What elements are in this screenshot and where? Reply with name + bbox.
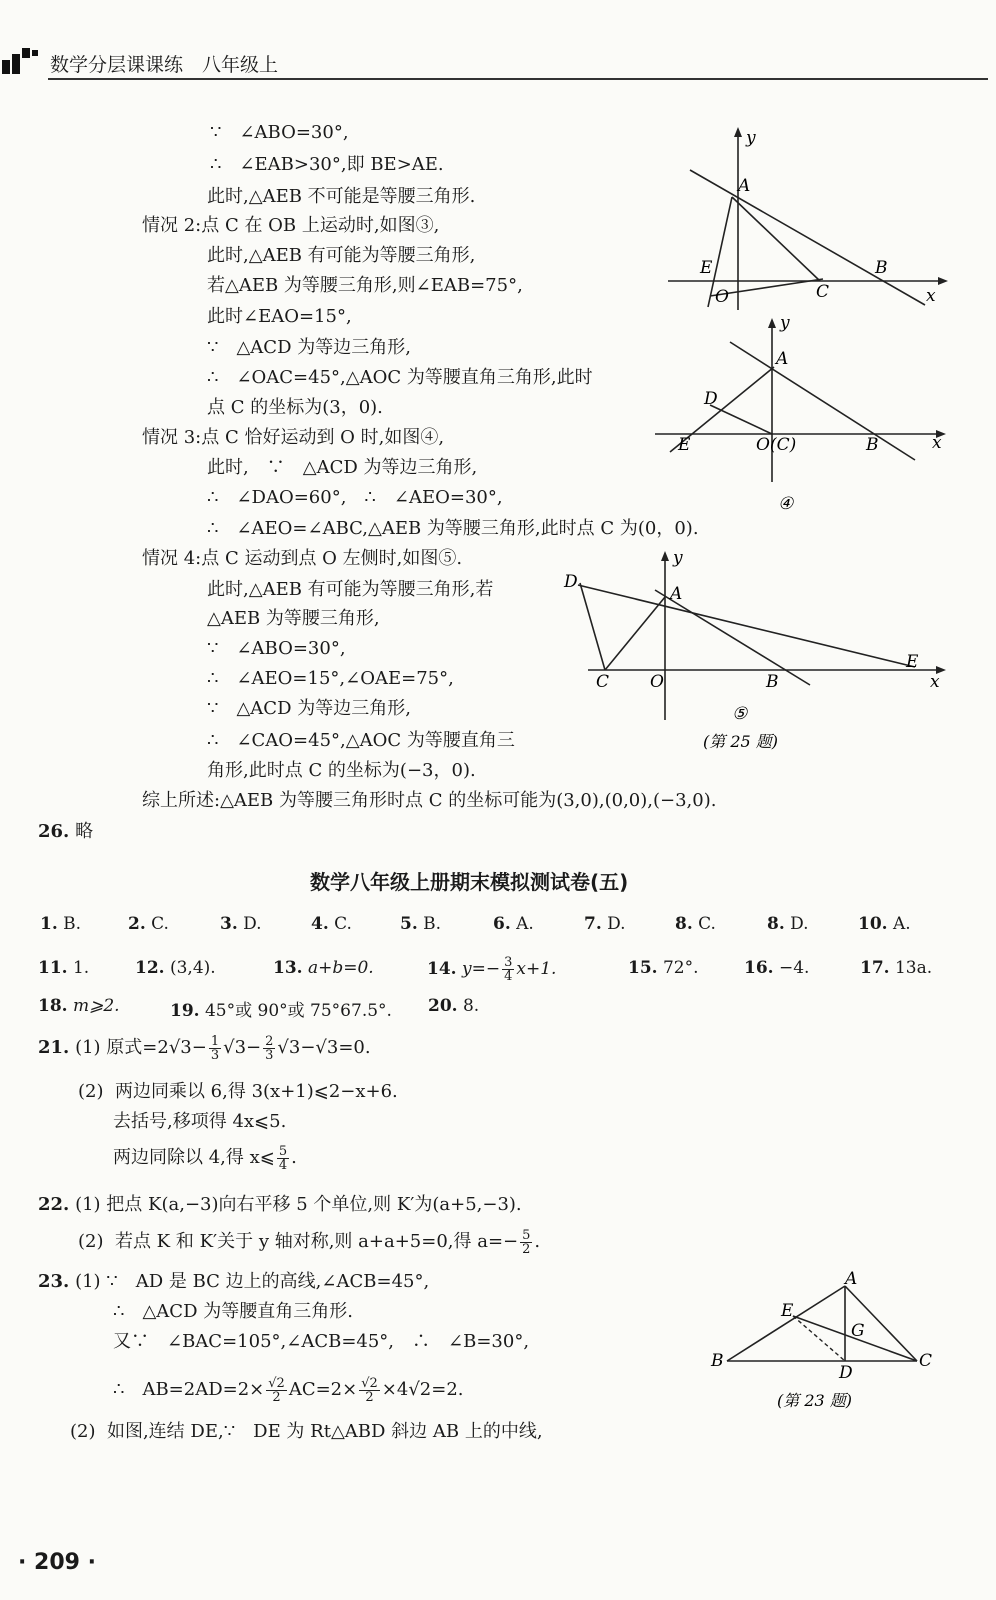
answer-item [675, 914, 716, 934]
fraction-numerator: √2 [268, 1375, 285, 1391]
q25-line: ∵ ∠ABO=30°, [210, 122, 349, 143]
answer-number: 12. [135, 958, 165, 978]
answer-number: 4. [311, 914, 329, 934]
answer-value: C. [698, 914, 716, 934]
answer-item [135, 958, 216, 978]
fraction-denominator: 2 [522, 1241, 531, 1257]
answer-item [860, 958, 932, 978]
answer-number: 13. [273, 958, 303, 978]
fraction-numerator: 5 [278, 1143, 288, 1159]
answer-number: 8. [767, 914, 785, 934]
fraction-numerator: 2 [265, 1033, 274, 1049]
answer-item [493, 914, 534, 934]
part-label: (1) [75, 1037, 101, 1058]
fig5-label: O [650, 672, 664, 692]
fig23-label: C [919, 1351, 933, 1371]
q26-number: 26. [38, 821, 70, 842]
answer-number: 2. [128, 914, 146, 934]
fig5-label: C [596, 672, 610, 692]
q22-part2 [78, 1222, 540, 1262]
q22-part1 [38, 1193, 522, 1217]
answer-item [858, 914, 911, 934]
q23-text: 如图,连结 DE,∵ DE 为 Rt△ABD 斜边 AB 上的中线, [106, 1421, 543, 1442]
q25-line: 此时,△AEB 有可能为等腰三角形, [207, 245, 476, 266]
answer-number: 1. [40, 914, 58, 934]
answer-value: m⩾2. [72, 996, 120, 1016]
q25-line: 此时∠EAO=15°, [207, 306, 352, 327]
answer-number: 11. [38, 958, 68, 978]
answer-item [427, 949, 556, 989]
q21-text: 两边同乘以 6,得 3(x+1)⩽2−x+6. [114, 1081, 398, 1102]
answer-number: 10. [858, 914, 888, 934]
fig4-label: A [776, 349, 789, 369]
q25-line: 点 C 的坐标为(3，0). [207, 397, 383, 418]
fig3-label: C [816, 282, 830, 302]
figure-3 [660, 125, 950, 315]
answer-number: 17. [860, 958, 890, 978]
answer-item [428, 996, 479, 1016]
fig3-label: O [715, 287, 729, 307]
answer-value: (3,4). [169, 958, 216, 978]
q25-line: ∵ △ACD 为等边三角形, [207, 337, 411, 358]
q22-text: 把点 K(a,−3)向右平移 5 个单位,则 K′为(a+5,−3). [106, 1194, 522, 1215]
q25-line: △AEB 为等腰三角形, [207, 608, 380, 629]
q21-part2-line: 去括号,移项得 4x⩽5. [113, 1111, 287, 1132]
fig23-label: A [845, 1270, 858, 1289]
q25-line: 此时,△AEB 有可能为等腰三角形,若 [207, 579, 494, 600]
q25-line: 角形,此时点 C 的坐标为(−3，0). [207, 760, 476, 781]
fraction-numerator: 1 [210, 1033, 220, 1049]
q25-line: 情况 2:点 C 在 OB 上运动时,如图③, [142, 215, 440, 236]
part-label: (2) [78, 1231, 104, 1252]
q23-line: ∴ △ACD 为等腰直角三角形. [113, 1301, 353, 1322]
section-title: 数学八年级上册期末模拟测试卷(五) [310, 870, 629, 894]
answer-item [128, 914, 169, 934]
answer-number: 16. [744, 958, 774, 978]
fraction-denominator: 3 [210, 1047, 220, 1063]
q22-text: 若点 K 和 K′关于 y 轴对称,则 a+a+5=0,得 a=− [114, 1231, 519, 1252]
fraction-denominator: 4 [278, 1157, 288, 1173]
fraction-denominator: 4 [504, 969, 513, 984]
fraction-numerator: √2 [361, 1375, 378, 1391]
answer-value: A. [516, 914, 534, 934]
answer-number: 19. [170, 1001, 200, 1021]
fig3-label: y [746, 128, 756, 148]
answer-value: D. [607, 914, 626, 934]
fig23-label: D [839, 1363, 853, 1383]
answer-item [744, 958, 809, 978]
fig5-label: D [564, 572, 578, 592]
fraction-numerator: 5 [522, 1227, 531, 1243]
q22-number: 22. [38, 1194, 70, 1215]
q25-line: 情况 4:点 C 运动到点 O 左侧时,如图⑤. [142, 548, 463, 569]
q21-part1 [38, 1028, 371, 1068]
answer-item [311, 914, 352, 934]
fig3-label: B [875, 258, 888, 278]
answer-value: a+b=0. [307, 958, 374, 978]
q25-line: ∵ △ACD 为等边三角形, [207, 698, 411, 719]
fig5-label: B [766, 672, 779, 692]
answer-value: 8. [462, 996, 480, 1016]
fig23-label: E [781, 1301, 794, 1321]
fraction [266, 1377, 287, 1404]
answer-item [273, 958, 374, 978]
q26-answer: 略 [75, 821, 94, 842]
part-label: (2) [78, 1081, 104, 1102]
answer-item [38, 958, 89, 978]
answer-value: A. [892, 914, 911, 934]
q23-line [113, 1370, 464, 1410]
q21-text: √3−√3=0. [277, 1037, 371, 1058]
q21-text: . [291, 1147, 297, 1168]
q21-part2-line [78, 1080, 398, 1104]
answer-number: 20. [428, 996, 458, 1016]
fig23-label: G [851, 1321, 865, 1341]
answer-item [767, 914, 809, 934]
fraction [277, 1145, 289, 1172]
answer-item [400, 914, 441, 934]
fig4-label: E [678, 435, 691, 455]
fraction-numerator: 3 [504, 955, 513, 970]
q25-line: ∵ ∠ABO=30°, [207, 638, 346, 659]
fig5-label: y [673, 548, 683, 568]
answer-value: D. [790, 914, 809, 934]
answer-number: 18. [38, 996, 68, 1016]
fraction-denominator: 3 [265, 1047, 274, 1063]
q22-text: . [534, 1231, 541, 1252]
q21-text: √3− [223, 1037, 262, 1058]
part-label: (2) [70, 1421, 96, 1442]
q21-number: 21. [38, 1037, 70, 1058]
answer-value: x+1. [516, 959, 557, 979]
q25-line: ∴ ∠OAC=45°,△AOC 为等腰直角三角形,此时 [207, 367, 593, 388]
fig4-label: x [932, 433, 942, 453]
answer-value: D. [243, 914, 262, 934]
fig5-label: x [930, 672, 940, 692]
answer-item [584, 914, 626, 934]
page-number: · 209 · [18, 1550, 96, 1575]
answer-item [220, 914, 262, 934]
q25-line: ∴ ∠EAB>30°,即 BE>AE. [210, 154, 444, 175]
fig4-label: B [866, 435, 879, 455]
fig23-title: (第 23 题) [777, 1391, 853, 1410]
publisher-logo [0, 46, 46, 82]
answer-value: B. [423, 914, 442, 934]
q23-number: 23. [38, 1271, 70, 1292]
q25-line: ∴ ∠DAO=60°, ∴ ∠AEO=30°, [207, 487, 503, 508]
header-title: 数学分层课课练 八年级上 [50, 54, 279, 76]
q25-line: ∴ ∠AEO=15°,∠OAE=75°, [207, 668, 454, 689]
q23-text: AC=2× [288, 1379, 358, 1400]
fig5-title: (第 25 题) [703, 732, 779, 751]
answer-value: 72°. [662, 958, 699, 978]
answer-value: 45°或 90°或 75°67.5°. [204, 1001, 392, 1021]
answer-number: 5. [400, 914, 418, 934]
answer-number: 6. [493, 914, 511, 934]
fig4-label: y [780, 313, 790, 333]
q25-line: 此时,△AEB 不可能是等腰三角形. [207, 186, 476, 207]
q14-fraction [502, 956, 514, 983]
answer-number: 8. [675, 914, 693, 934]
fig4-label: D [704, 389, 718, 409]
q25-conclusion: 综上所述:△AEB 为等腰三角形时点 C 的坐标可能为(3,0),(0,0),(−3,0). [142, 790, 717, 811]
fraction [359, 1377, 380, 1404]
answer-item [628, 958, 699, 978]
answer-item [38, 996, 120, 1016]
q25-line: ∴ ∠CAO=45°,△AOC 为等腰直角三 [207, 730, 515, 751]
answer-value: 1. [72, 958, 90, 978]
fig5-label: E [906, 652, 919, 672]
answer-value: y=− [461, 959, 501, 979]
fig3-label: A [738, 176, 751, 196]
answer-number: 14. [427, 959, 457, 979]
answer-number: 15. [628, 958, 658, 978]
fig23-label: B [711, 1351, 724, 1371]
answer-number: 7. [584, 914, 602, 934]
figure-5 [560, 545, 950, 755]
fig5-caption: ⑤ [732, 704, 748, 724]
answer-item [40, 914, 81, 934]
answer-value: C. [334, 914, 352, 934]
answer-number: 3. [220, 914, 238, 934]
answer-value: −4. [778, 958, 810, 978]
part-label: (1) [75, 1271, 101, 1292]
q25-line: 此时, ∵ △ACD 为等边三角形, [207, 457, 478, 478]
answer-item [170, 996, 392, 1021]
part-label: (1) [75, 1194, 101, 1215]
q21-text: 原式=2√3− [106, 1037, 207, 1058]
fig5-label: A [670, 584, 683, 604]
q23-text: ×4√2=2. [381, 1379, 464, 1400]
fraction [520, 1229, 532, 1256]
q25-line: ∴ ∠AEO=∠ABC,△AEB 为等腰三角形,此时点 C 为(0，0). [207, 518, 699, 539]
fraction-denominator: 2 [272, 1389, 281, 1405]
q23-text: ∵ AD 是 BC 边上的高线,∠ACB=45°, [106, 1271, 430, 1292]
fraction [209, 1035, 221, 1062]
q23-text: ∴ AB=2AD=2× [113, 1379, 265, 1400]
answer-value: B. [63, 914, 82, 934]
q23-line [38, 1270, 429, 1294]
q25-line: 若△AEB 为等腰三角形,则∠EAB=75°, [207, 275, 523, 296]
q25-line: 情况 3:点 C 恰好运动到 O 时,如图④, [142, 427, 445, 448]
fraction-denominator: 2 [365, 1389, 374, 1405]
header-rule [48, 78, 988, 80]
answer-value: 13a. [894, 958, 933, 978]
answer-value: C. [151, 914, 169, 934]
q21-text: 两边同除以 4,得 x⩽ [113, 1147, 275, 1168]
q26 [38, 820, 93, 844]
figure-4 [650, 312, 950, 517]
q23-line [70, 1420, 543, 1444]
fraction [263, 1035, 275, 1062]
q21-part2-line [113, 1138, 297, 1178]
fig3-label: x [926, 286, 936, 306]
fig4-caption: ④ [778, 494, 794, 514]
fig3-label: E [700, 258, 713, 278]
q23-line: 又∵ ∠BAC=105°,∠ACB=45°, ∴ ∠B=30°, [113, 1331, 530, 1352]
figure-23 [705, 1270, 950, 1420]
fig4-label: O(C) [756, 435, 797, 455]
